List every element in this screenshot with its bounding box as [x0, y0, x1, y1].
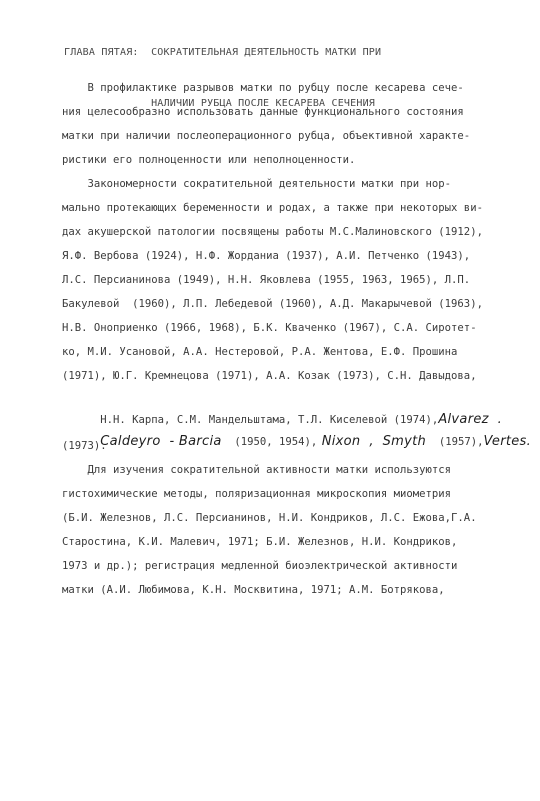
text-line-with-handwriting [62, 390, 503, 427]
text-line: Старостина, К.И. Малевич, 1971; Б.И. Железнов, Н.И. Кондриков, [62, 536, 458, 548]
handwritten-name: Caldeyro - Barcia [100, 434, 222, 449]
text-line: Н.В. Оноприенко (1966, 1968), Б.К. Кваченко (1967), С.А. Сиротет- [62, 322, 477, 334]
handwritten-name: Nixon , Smyth [317, 434, 427, 449]
text-line: ко, М.И. Усановой, А.А. Нестеровой, Р.А. Жентова, Е.Ф. Прошина [62, 346, 458, 358]
text-line: (Б.И. Железнов, Л.С. Персианинов, Н.И. Кондриков, Л.С. Ежова,Г.А. [62, 512, 477, 524]
chapter-title-line-2: НАЛИЧИИ РУБЦА ПОСЛЕ КЕСАРЕВА СЕЧЕНИЯ [64, 98, 376, 109]
text-line: матки (А.И. Любимова, К.Н. Москвитина, 1971; А.М. Ботрякова, [62, 584, 445, 596]
text-line: ристики его полноценности или неполноценности. [62, 154, 356, 166]
text-line: Я.Ф. Вербова (1924), Н.Ф. Жорданиа (1937), А.И. Петченко (1943), [62, 250, 471, 262]
text-line: 1973 и др.); регистрация медленной биоэлектрической активности [62, 560, 458, 572]
text-line: (1973). [62, 440, 107, 452]
handwritten-name: Vertes. [483, 434, 532, 449]
text-line: Закономерности сократительной деятельности матки при нор- [62, 178, 452, 190]
text-line: Л.С. Персианинова (1949), Н.Н. Яковлева (1955, 1963, 1965), Л.П. [62, 274, 471, 286]
text-line: В профилактике разрывов матки по рубцу после кесарева сече- [62, 82, 464, 94]
text-line: ния целесообразно использовать данные функционального состояния [62, 106, 464, 118]
handwritten-name: Alvarez . [438, 412, 503, 427]
text-line: Бакулевой (1960), Л.П. Лебедевой (1960), А.Д. Макарычевой (1963), [62, 298, 483, 310]
text-line: дах акушерской патологии посвящены работы М.С.Малиновского (1912), [62, 226, 483, 238]
text-line: гистохимические методы, поляризационная микроскопия миометрия [62, 488, 452, 500]
text-line: матки при наличии послеоперационного рубца, объективной характе- [62, 130, 471, 142]
typed-text: Н.Н. Карпа, С.М. Мандельштама, Т.Л. Киселевой (1974), [100, 414, 439, 426]
chapter-title-line-1: ГЛАВА ПЯТАЯ: СОКРАТИТЕЛЬНАЯ ДЕЯТЕЛЬНОСТЬ МАТКИ ПРИ [64, 47, 382, 58]
text-line: (1971), Ю.Г. Кремнецова (1971), А.А. Козак (1973), С.Н. Давыдова, [62, 370, 477, 382]
typed-text: (1957), [426, 436, 484, 448]
text-line: мально протекающих беременности и родах, а также при некоторых ви- [62, 202, 483, 214]
text-line: Для изучения сократительной активности матки используются [62, 464, 452, 476]
typed-text: (1950, 1954), [221, 436, 318, 448]
